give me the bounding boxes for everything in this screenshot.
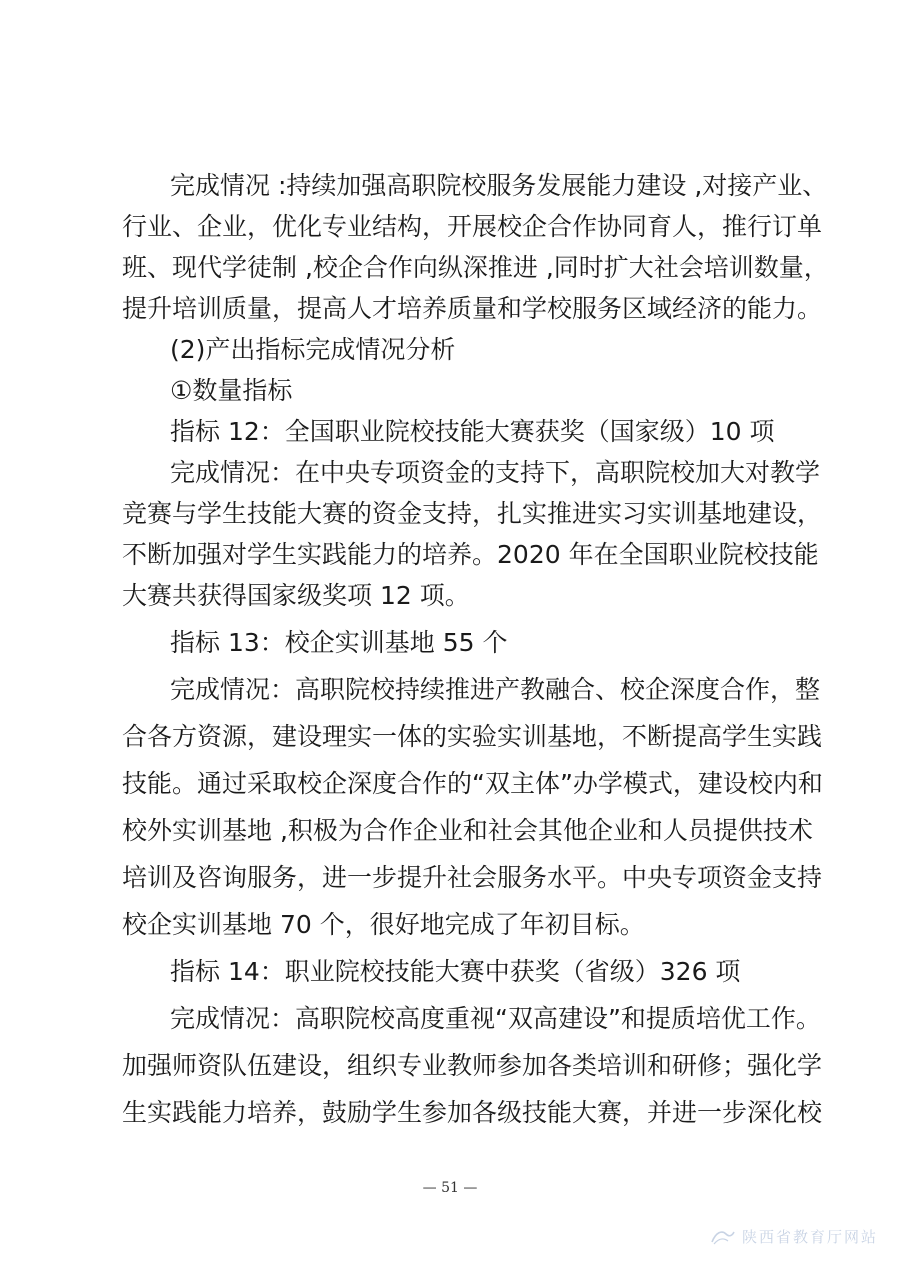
paragraph-line: 完成情况 :持续加强高职院校服务发展能力建设 ,对接产业、	[170, 171, 828, 200]
indicator-heading: 指标 14：职业院校技能大赛中获奖（省级）326 项	[170, 957, 741, 986]
paragraph-line: 生实践能力培养，鼓励学生参加各级技能大赛，并进一步深化校	[122, 1098, 823, 1127]
paragraph-line: 提升培训质量，提高人才培养质量和学校服务区域经济的能力。	[122, 294, 823, 323]
paragraph-line: 校企实训基地 70 个，很好地完成了年初目标。	[122, 910, 645, 939]
page-number: — 51 —	[422, 1180, 478, 1196]
paragraph-line: 技能。通过采取校企深度合作的“双主体”办学模式，建设校内和	[122, 769, 823, 798]
paragraph-line: 完成情况：高职院校持续推进产教融合、校企深度合作，整	[170, 675, 821, 704]
paragraph-line: 加强师资队伍建设，组织专业教师参加各类培训和研修；强化学	[122, 1051, 823, 1080]
watermark-logo-icon	[710, 1228, 736, 1246]
watermark-text: 陕西省教育厅网站	[741, 1228, 878, 1246]
paragraph-line: 完成情况：高职院校高度重视“双高建设”和提质培优工作。	[170, 1004, 821, 1033]
indicator-heading: 指标 12：全国职业院校技能大赛获奖（国家级）10 项	[170, 417, 775, 446]
paragraph-line: 行业、企业，优化专业结构，开展校企合作协同育人，推行订单	[122, 212, 823, 241]
indicator-heading: 指标 13：校企实训基地 55 个	[170, 628, 508, 657]
paragraph-line: 合各方资源，建设理实一体的实验实训基地，不断提高学生实践	[122, 722, 823, 751]
section-heading: (2)产出指标完成情况分析	[170, 335, 456, 364]
paragraph-line: 竞赛与学生技能大赛的资金支持，扎实推进实习实训基地建设，	[122, 499, 823, 528]
paragraph-line: 不断加强对学生实践能力的培养。2020 年在全国职业院校技能	[122, 540, 819, 569]
paragraph-line: 完成情况：在中央专项资金的支持下，高职院校加大对教学	[170, 458, 821, 487]
paragraph-line: 班、现代学徒制 ,校企合作向纵深推进 ,同时扩大社会培训数量，	[122, 253, 829, 282]
paragraph-line: 培训及咨询服务，进一步提升社会服务水平。中央专项资金支持	[122, 863, 823, 892]
subsection-heading: ①数量指标	[170, 376, 293, 405]
paragraph-line: 大赛共获得国家级奖项 12 项。	[122, 581, 470, 610]
watermark	[710, 1226, 878, 1247]
paragraph-line: 校外实训基地 ,积极为合作企业和社会其他企业和人员提供技术	[122, 816, 813, 845]
